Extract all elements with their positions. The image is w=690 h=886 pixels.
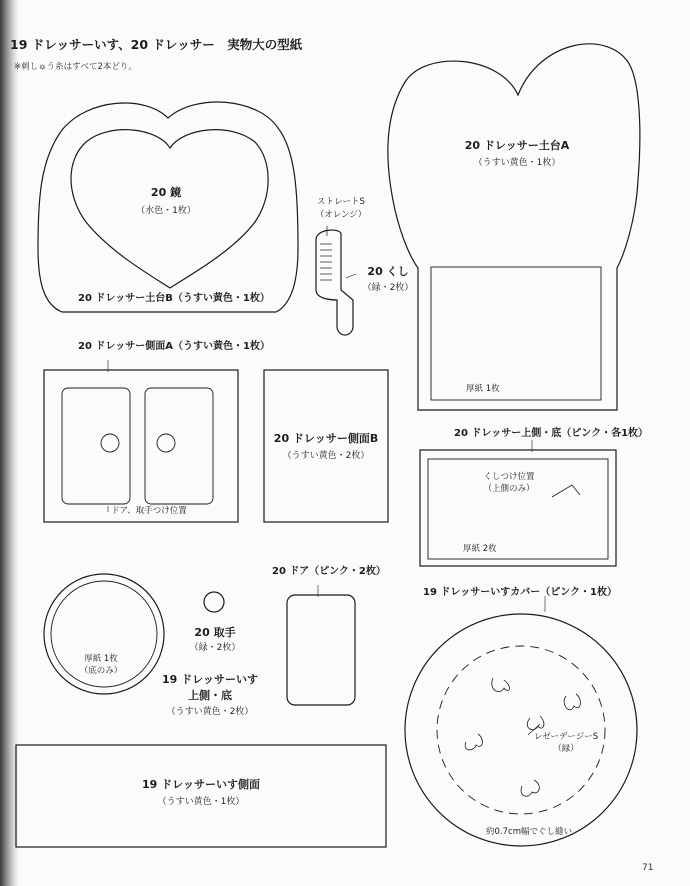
door-left-outline — [62, 388, 130, 504]
chair-disc-cardboard-sub: （底のみ） — [79, 666, 123, 676]
chair-cover-label: 19 ドレッサーいすカバー（ピンク・1枚） — [423, 587, 617, 598]
door-right-outline — [145, 388, 213, 504]
base-a-spec: （うすい黄色・1枚） — [473, 158, 561, 168]
comb-position-label: くしつけ位置 — [483, 472, 535, 482]
running-stitch-note: 約0.7cm幅でぐし縫い — [486, 827, 572, 837]
page-title: 19 ドレッサーいす、20 ドレッサー 実物大の型紙 — [10, 37, 303, 52]
dresser-top-bottom-outline — [420, 450, 616, 566]
door-piece-outline — [287, 595, 355, 705]
handle-left-mark — [101, 434, 119, 452]
top-bottom-cardboard: 厚紙 2枚 — [463, 544, 497, 554]
base-b-label: 20 ドレッサー土台B（うすい黄色・1枚） — [78, 293, 270, 304]
base-a-cardboard-area — [431, 267, 601, 400]
base-a-name: 20 ドレッサー土台A — [464, 139, 570, 152]
lazy-daisy-stitch-label: レゼーデージーS — [533, 732, 599, 742]
lazy-daisy-stitch-color: （緑） — [553, 744, 579, 754]
mirror-spec: （水色・1枚） — [136, 206, 196, 216]
handle-spec: （緑・2枚） — [189, 643, 241, 653]
comb-stitch-color: （オレンジ） — [315, 210, 367, 220]
top-bottom-label: 20 ドレッサー上側・底（ピンク・各1枚） — [454, 428, 649, 439]
lazy-daisy-2 — [564, 694, 580, 710]
side-b-spec: （うすい黄色・2枚） — [282, 451, 370, 461]
comb-position-sub: （上側のみ） — [483, 484, 535, 494]
comb-spec: （緑・2枚） — [362, 283, 414, 293]
side-b-name: 20 ドレッサー側面B — [273, 432, 379, 445]
dresser-side-a-outline — [44, 370, 238, 522]
page-number: 71 — [642, 863, 654, 873]
handle-piece-outline — [204, 592, 224, 612]
comb-stitch: ストレートS — [317, 197, 365, 207]
base-a-cardboard: 厚紙 1枚 — [466, 384, 500, 394]
handle-name: 20 取手 — [194, 626, 236, 639]
comb-position-mark — [552, 485, 580, 497]
dresser-side-b-outline — [264, 370, 388, 522]
chair-side-spec: （うすい黄色・1枚） — [157, 797, 245, 807]
chair-disc-cardboard: 厚紙 1枚 — [84, 654, 118, 664]
mirror-name: 20 鏡 — [150, 186, 182, 199]
lazy-daisy-3 — [465, 734, 482, 750]
comb-name: 20 くし — [367, 265, 409, 278]
chair-disc-name-2: 上側・底 — [188, 689, 232, 702]
lazy-daisy-5 — [521, 780, 539, 796]
door-handle-position-note: ドア、取手つけ位置 — [111, 506, 187, 516]
embroidery-note: ※刺しゅう糸はすべて2本どり。 — [14, 62, 137, 72]
comb-outline — [316, 230, 353, 335]
lazy-daisy-1 — [492, 678, 510, 692]
chair-disc-spec: （うすい黄色・2枚） — [166, 707, 254, 717]
door-label: 20 ドア（ピンク・2枚） — [272, 566, 386, 577]
side-a-label: 20 ドレッサー側面A（うすい黄色・1枚） — [78, 341, 270, 352]
chair-disc-name-1: 19 ドレッサーいす — [161, 673, 259, 686]
chair-side-name: 19 ドレッサーいす側面 — [141, 778, 261, 791]
chair-side-outline — [16, 745, 386, 847]
dresser-base-a-outline — [388, 44, 640, 410]
handle-right-mark — [157, 434, 175, 452]
chair-cover-outline — [405, 614, 637, 846]
